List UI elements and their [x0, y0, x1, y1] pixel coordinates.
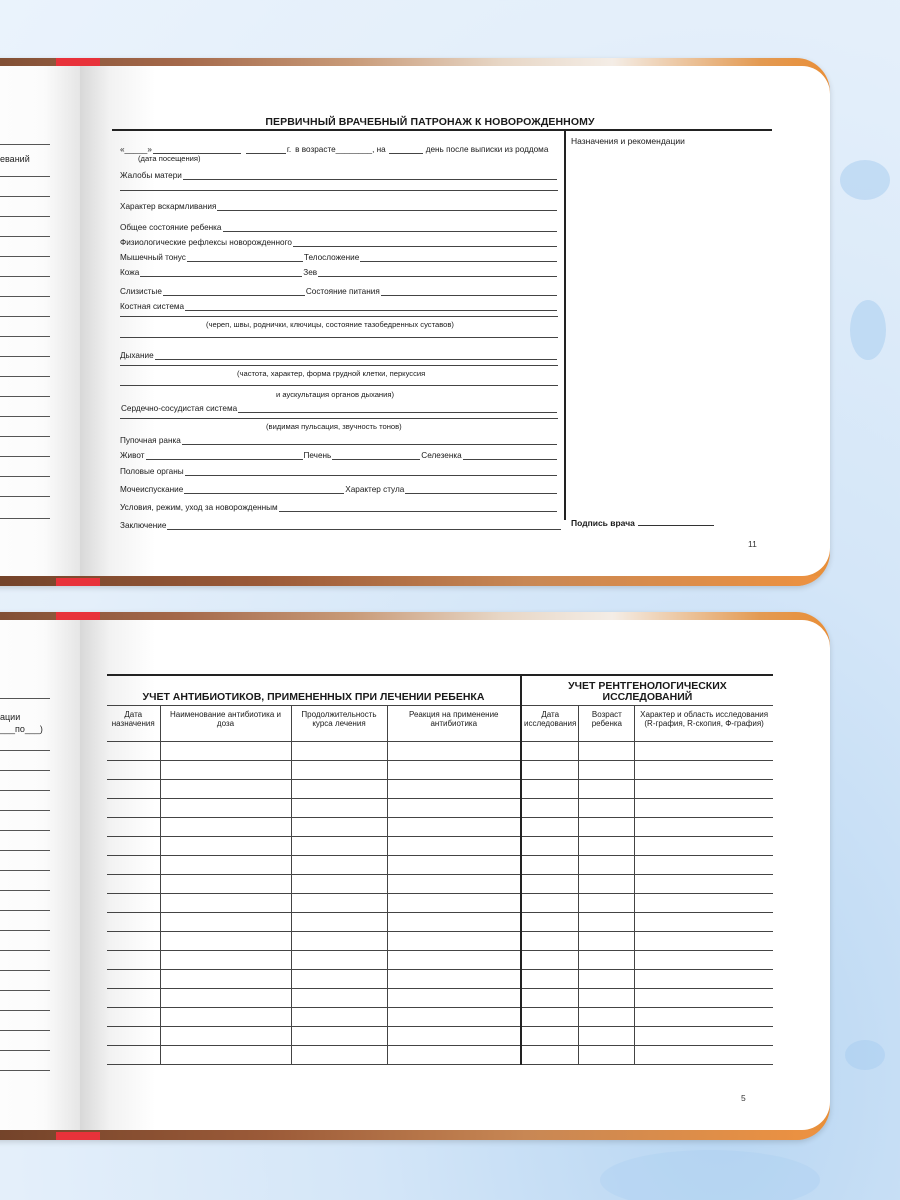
form-line [0, 196, 50, 197]
left-page-fragment: еваний [0, 154, 30, 164]
form-line [0, 750, 50, 751]
table-cell[interactable] [635, 798, 773, 817]
form-line [0, 1050, 50, 1051]
form-line [0, 698, 50, 699]
table-cell[interactable] [107, 779, 160, 798]
table-cell[interactable] [387, 874, 521, 893]
table-cell[interactable] [107, 1045, 160, 1064]
table-cell[interactable] [387, 950, 521, 969]
table-cell[interactable] [521, 855, 579, 874]
table-cell[interactable] [160, 874, 291, 893]
table-cell[interactable] [387, 855, 521, 874]
form-line [0, 396, 50, 397]
table-cell[interactable] [521, 1026, 579, 1045]
table-cell[interactable] [160, 741, 291, 760]
visit-date-row [120, 142, 558, 154]
table-cell[interactable] [635, 912, 773, 931]
table-row [107, 817, 773, 836]
records-table [107, 674, 773, 1065]
page-number: 5 [741, 1093, 746, 1103]
form-line [0, 316, 50, 317]
table-cell[interactable] [107, 988, 160, 1007]
table-row [107, 798, 773, 817]
red-tab [56, 578, 100, 586]
recommendations-heading: Назначения и рекомендации [571, 136, 685, 146]
signature-field[interactable] [638, 525, 714, 526]
table-cell[interactable] [291, 969, 387, 988]
feeding-row[interactable] [120, 199, 558, 211]
table-cell[interactable] [160, 1026, 291, 1045]
page-number: 11 [748, 539, 757, 549]
table-cell[interactable] [291, 779, 387, 798]
table-cell[interactable] [291, 760, 387, 779]
table-cell[interactable] [160, 798, 291, 817]
table-cell[interactable] [579, 855, 635, 874]
table-cell[interactable] [635, 1007, 773, 1026]
date-caption: (дата посещения) [138, 154, 201, 163]
table-cell[interactable] [579, 950, 635, 969]
form-line [0, 1030, 50, 1031]
table-cell[interactable] [107, 931, 160, 950]
table-cell[interactable] [387, 912, 521, 931]
red-tab [56, 612, 100, 620]
table-cell[interactable] [635, 969, 773, 988]
table-cell[interactable] [387, 988, 521, 1007]
form-line [0, 476, 50, 477]
table-row [107, 893, 773, 912]
table-cell[interactable] [291, 988, 387, 1007]
form-line [0, 436, 50, 437]
belly-row[interactable] [120, 448, 558, 460]
table-cell[interactable] [521, 874, 579, 893]
form-line[interactable] [120, 365, 558, 366]
table-row [107, 912, 773, 931]
table-cell[interactable] [521, 798, 579, 817]
table-cell[interactable] [291, 931, 387, 950]
table-row [107, 969, 773, 988]
table-row [107, 874, 773, 893]
table-row [107, 988, 773, 1007]
form-line [0, 144, 50, 145]
table-cell[interactable] [579, 836, 635, 855]
column-header: Характер и область исследования (R-графия, R-скопия, Ф-графия) [635, 705, 773, 741]
table-cell[interactable] [521, 893, 579, 912]
form-line [0, 356, 50, 357]
table-cell[interactable] [635, 950, 773, 969]
breathing-caption: (частота, характер, форма грудной клетки, перкуссия [237, 369, 426, 378]
table-cell[interactable] [635, 874, 773, 893]
spleen-label: Селезенка [421, 451, 462, 460]
table-cell[interactable] [291, 1026, 387, 1045]
table-cell[interactable] [521, 969, 579, 988]
table-row [107, 855, 773, 874]
form-line [0, 216, 50, 217]
table-cell[interactable] [107, 1026, 160, 1045]
column-header: Дата назначения [107, 705, 160, 741]
table-cell[interactable] [521, 817, 579, 836]
table-cell[interactable] [387, 760, 521, 779]
table-row [107, 950, 773, 969]
table-cell[interactable] [387, 798, 521, 817]
table-cell[interactable] [107, 950, 160, 969]
table-cell[interactable] [107, 855, 160, 874]
form-line[interactable] [120, 316, 558, 317]
table-cell[interactable] [291, 1007, 387, 1026]
xray-title: УЧЕТ РЕНТГЕНОЛОГИЧЕСКИХ ИССЛЕДОВАНИЙ [521, 675, 773, 705]
form-line [0, 950, 50, 951]
table-cell[interactable] [107, 798, 160, 817]
cardio-row[interactable] [120, 401, 558, 413]
table-row [107, 1007, 773, 1026]
column-header: Продолжительность курса лечения [291, 705, 387, 741]
breathing-row[interactable] [120, 348, 558, 360]
table-cell[interactable] [160, 855, 291, 874]
form-line [0, 770, 50, 771]
form-line[interactable] [120, 418, 558, 419]
table-header-row [107, 705, 773, 741]
table-cell[interactable] [635, 893, 773, 912]
form-line[interactable] [120, 337, 558, 338]
table-cell[interactable] [521, 912, 579, 931]
table-row [107, 1045, 773, 1064]
form-line [0, 256, 50, 257]
table-cell[interactable] [579, 931, 635, 950]
general-state-label: Общее состояние ребенка [120, 223, 222, 232]
table-cell[interactable] [387, 969, 521, 988]
right-page [80, 66, 830, 576]
table-cell[interactable] [107, 817, 160, 836]
table-cell[interactable] [160, 969, 291, 988]
table-cell[interactable] [291, 912, 387, 931]
table-cell[interactable] [291, 741, 387, 760]
red-tab [56, 58, 100, 66]
form-line [0, 810, 50, 811]
table-cell[interactable] [160, 988, 291, 1007]
form-line [0, 890, 50, 891]
table-cell[interactable] [635, 1045, 773, 1064]
column-header: Наименование антибиотика и доза [160, 705, 291, 741]
table-cell[interactable] [107, 1007, 160, 1026]
after-discharge-label: день после выписки из роддома [425, 145, 549, 154]
form-line [0, 336, 50, 337]
table-cell[interactable] [291, 836, 387, 855]
column-header: Реакция на применение антибиотика [387, 705, 521, 741]
antibiotics-title: УЧЕТ АНТИБИОТИКОВ, ПРИМЕНЕННЫХ ПРИ ЛЕЧЕНИИ РЕБЕНКА [107, 675, 521, 705]
table-cell[interactable] [521, 836, 579, 855]
date-day-field: «_____» [120, 145, 152, 154]
table-cell[interactable] [579, 741, 635, 760]
urination-label: Мочеиспускание [120, 485, 184, 494]
form-line [0, 416, 50, 417]
background-splash [840, 160, 890, 200]
table-cell[interactable] [387, 817, 521, 836]
table-cell[interactable] [107, 912, 160, 931]
muscle-tone-label: Мышечный тонус [120, 253, 186, 262]
breathing-label: Дыхание [120, 351, 154, 360]
table-cell[interactable] [521, 988, 579, 1007]
table-cell[interactable] [160, 931, 291, 950]
form-line [0, 910, 50, 911]
breathing-caption-2: и аускультация органов дыхания) [276, 390, 394, 399]
form-line [0, 236, 50, 237]
form-line [0, 456, 50, 457]
table-cell[interactable] [387, 1026, 521, 1045]
stool-label: Характер стула [345, 485, 405, 494]
table-cell[interactable] [579, 817, 635, 836]
form-line [0, 496, 50, 497]
table-row [107, 741, 773, 760]
form-line [0, 930, 50, 931]
booklet-spread-2 [0, 612, 830, 1140]
table-cell[interactable] [160, 893, 291, 912]
table-cell[interactable] [579, 760, 635, 779]
booklet-spread-1 [0, 58, 830, 586]
table-cell[interactable] [521, 760, 579, 779]
conclusion-row[interactable] [120, 518, 562, 530]
date-year-field[interactable] [246, 145, 286, 154]
conditions-label: Условия, режим, уход за новорожденным [120, 503, 278, 512]
form-line [0, 870, 50, 871]
table-cell[interactable] [579, 1007, 635, 1026]
right-page [80, 620, 830, 1130]
table-row [107, 779, 773, 798]
records-table-wrapper [107, 674, 773, 1065]
form-line [0, 1070, 50, 1071]
table-cell[interactable] [635, 988, 773, 1007]
feeding-label: Характер вскармливания [120, 202, 217, 211]
form-line [0, 296, 50, 297]
table-cell[interactable] [291, 950, 387, 969]
table-cell[interactable] [160, 950, 291, 969]
form-line [0, 850, 50, 851]
table-cell[interactable] [107, 969, 160, 988]
table-cell[interactable] [387, 779, 521, 798]
table-row [107, 931, 773, 950]
table-cell[interactable] [160, 779, 291, 798]
table-cell[interactable] [579, 988, 635, 1007]
skin-row[interactable] [120, 265, 558, 277]
form-line [0, 830, 50, 831]
navel-label: Пупочная ранка [120, 436, 181, 445]
table-cell[interactable] [579, 969, 635, 988]
table-cell[interactable] [107, 760, 160, 779]
liver-label: Печень [303, 451, 332, 460]
table-cell[interactable] [635, 1026, 773, 1045]
table-cell[interactable] [579, 779, 635, 798]
form-line [0, 518, 50, 519]
table-body [107, 741, 773, 1064]
table-cell[interactable] [107, 893, 160, 912]
genitals-label: Половые органы [120, 467, 184, 476]
days-field[interactable] [389, 145, 423, 154]
table-cell[interactable] [579, 798, 635, 817]
column-header: Возраст ребенка [579, 705, 635, 741]
red-tab [56, 1132, 100, 1140]
table-cell[interactable] [107, 836, 160, 855]
general-state-row[interactable] [120, 220, 558, 232]
year-label: г. [286, 145, 292, 154]
table-cell[interactable] [521, 1045, 579, 1064]
table-cell[interactable] [387, 893, 521, 912]
left-page-fragment: ___по___) [0, 724, 43, 734]
table-cell[interactable] [635, 760, 773, 779]
left-page [0, 66, 80, 576]
table-cell[interactable] [387, 931, 521, 950]
table-cell[interactable] [635, 817, 773, 836]
background-splash [600, 1150, 820, 1200]
table-cell[interactable] [579, 1026, 635, 1045]
table-cell[interactable] [635, 779, 773, 798]
reflexes-label: Физиологические рефлексы новорожденного [120, 238, 292, 247]
table-cell[interactable] [521, 950, 579, 969]
table-cell[interactable] [160, 912, 291, 931]
table-cell[interactable] [635, 931, 773, 950]
bones-caption: (череп, швы, роднички, ключицы, состояние тазобедренных суставов) [206, 320, 454, 329]
table-cell[interactable] [107, 874, 160, 893]
form-line [0, 970, 50, 971]
cardio-label: Сердечно-сосудистая система [121, 404, 238, 413]
table-cell[interactable] [160, 760, 291, 779]
table-cell[interactable] [160, 1007, 291, 1026]
age-label: в возрасте________, на [295, 145, 386, 154]
table-cell[interactable] [635, 741, 773, 760]
table-cell[interactable] [291, 1045, 387, 1064]
title-rule [112, 129, 772, 131]
table-cell[interactable] [387, 1045, 521, 1064]
mucosa-label: Слизистые [120, 287, 162, 296]
table-cell[interactable] [579, 1045, 635, 1064]
table-row [107, 836, 773, 855]
table-cell[interactable] [579, 874, 635, 893]
column-header: Дата исследования [521, 705, 579, 741]
nutrition-label: Состояние питания [305, 287, 380, 296]
table-cell[interactable] [579, 893, 635, 912]
table-cell[interactable] [635, 836, 773, 855]
doctor-signature[interactable] [571, 518, 714, 528]
conclusion-label: Заключение [120, 521, 167, 530]
muscle-tone-row[interactable] [120, 250, 558, 262]
column-divider [564, 130, 566, 520]
table-row [107, 1026, 773, 1045]
build-label: Телосложение [303, 253, 360, 262]
left-page [0, 620, 80, 1130]
table-cell[interactable] [291, 874, 387, 893]
table-cell[interactable] [291, 798, 387, 817]
form-line [0, 790, 50, 791]
table-cell[interactable] [160, 817, 291, 836]
table-cell[interactable] [387, 836, 521, 855]
table-cell[interactable] [387, 1007, 521, 1026]
table-cell[interactable] [107, 741, 160, 760]
bones-row[interactable] [120, 299, 558, 311]
form-line [0, 176, 50, 177]
form-line [0, 376, 50, 377]
page-title: ПЕРВИЧНЫЙ ВРАЧЕБНЫЙ ПАТРОНАЖ К НОВОРОЖДЕННОМУ [265, 116, 595, 128]
complaints-label: Жалобы матери [120, 171, 182, 180]
booklet-edge [0, 1130, 830, 1140]
belly-label: Живот [120, 451, 145, 460]
complaints-row[interactable] [120, 168, 558, 180]
table-cell[interactable] [291, 855, 387, 874]
table-cell[interactable] [291, 817, 387, 836]
date-month-field[interactable] [153, 145, 241, 154]
table-cell[interactable] [160, 1045, 291, 1064]
table-cell[interactable] [160, 836, 291, 855]
skin-label: Кожа [120, 268, 140, 277]
table-cell[interactable] [521, 931, 579, 950]
form-line[interactable] [120, 385, 558, 386]
background-splash [845, 1040, 885, 1070]
table-cell[interactable] [521, 779, 579, 798]
throat-label: Зев [303, 268, 318, 277]
cardio-caption: (видимая пульсация, звучность тонов) [266, 422, 402, 431]
left-page-fragment: ации [0, 712, 21, 722]
form-line[interactable] [120, 190, 558, 191]
table-cell[interactable] [579, 912, 635, 931]
table-cell[interactable] [387, 741, 521, 760]
booklet-edge [0, 576, 830, 586]
bones-label: Костная система [120, 302, 185, 311]
reflexes-row[interactable] [120, 235, 558, 247]
table-cell[interactable] [521, 741, 579, 760]
form-line [0, 1010, 50, 1011]
form-line [0, 276, 50, 277]
mucosa-row[interactable] [120, 284, 558, 296]
signature-label: Подпись врача [571, 518, 635, 528]
conditions-row[interactable] [120, 500, 558, 512]
table-cell[interactable] [521, 1007, 579, 1026]
navel-row[interactable] [120, 433, 558, 445]
background-splash [850, 300, 886, 360]
genitals-row[interactable] [120, 464, 558, 476]
table-row [107, 760, 773, 779]
table-cell[interactable] [635, 855, 773, 874]
form-line [0, 990, 50, 991]
urination-row[interactable] [120, 482, 558, 494]
table-cell[interactable] [291, 893, 387, 912]
